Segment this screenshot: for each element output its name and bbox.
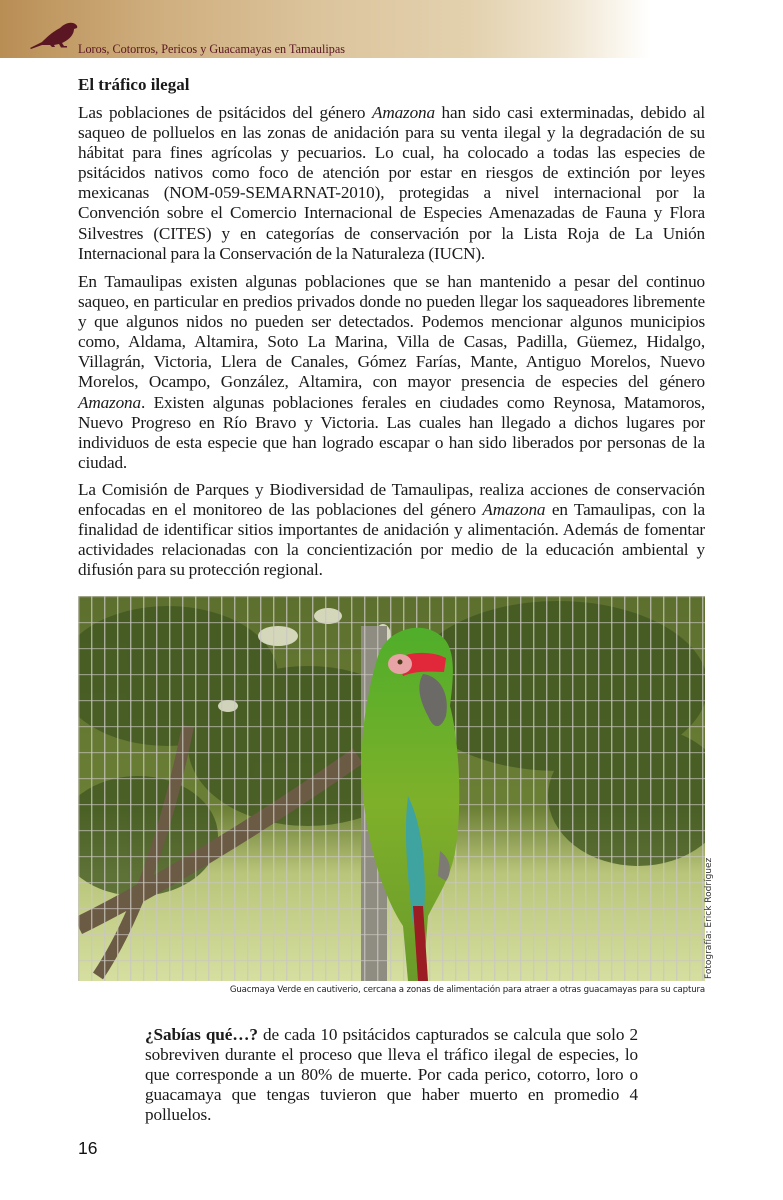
section-heading: El tráfico ilegal (78, 75, 190, 94)
page-number: 16 (78, 1138, 98, 1158)
did-you-know-text: de cada 10 psitácidos capturados se calcula que solo 2 sobreviven durante el proceso que lleva el tráfico ilegal de especies, lo que corresponde a un 80% de muerte. Por cada perico, cotorro, loro o guacamaya que tengas tuvieron que haber muerto en promedio 4 polluelos. (145, 1025, 638, 1125)
photo-credit: Fotografía: Erick Rodríguez (704, 857, 714, 979)
paragraph-text: en Tamaulipas, con la finalidad de identificar sitios importantes de anidación y alimentación. Además de fomentar actividades relacionadas con la concientización por medio de la educación ambiental y difusión para su protección regional. (78, 500, 705, 580)
green-macaw-in-cage-photo (78, 596, 705, 981)
did-you-know-box (145, 1025, 638, 1125)
paragraph-text: . Existen algunas poblaciones ferales en ciudades como Reynosa, Matamoros, Nuevo Progreso en Río Bravo y Victoria. Las cuales han llegado a dichos lugares por individuos de esta especie que han logrado escapar o han sido liberados por personas de la ciudad. (78, 392, 705, 472)
genus-name: Amazona (371, 103, 435, 122)
paragraph-text: La Comisión de Parques y Biodiversidad de Tamaulipas, realiza acciones de conservación enfocadas en el monitoreo de las poblaciones del género (78, 480, 705, 520)
paragraph-text: han sido casi exterminadas, debido al saqueo de polluelos en las zonas de anidación para su venta ilegal y la degradación de su hábitat para fines agrícolas y pecuarios. Lo cual, ha colocado a todas las especies de psitácidos nativos como foco de atención por estar en riesgos de extinción por leyes mexicanas (NOM-059-SEMARNAT-2010), protegidas a nivel internacional por la Convención sobre el Comercio Internacional de Especies Amenazadas de Fauna y Flora Silvestres (CITES) y en categorías de conservación por la Lista Roja de La Unión Internacional para la Conservación de la Naturaleza (IUCN). (78, 103, 706, 263)
paragraph-text: Las poblaciones de psitácidos del género (78, 103, 372, 122)
paragraph-2 (78, 272, 705, 473)
paragraph-1 (78, 103, 705, 264)
running-title: Loros, Cotorros, Pericos y Guacamayas en Tamaulipas (78, 42, 345, 56)
photo-caption: Guacmaya Verde en cautiverio, cercana a zonas de alimentación para atraer a otras guacamayas para su captura (229, 985, 705, 995)
parrot-silhouette-icon (28, 20, 80, 52)
running-header (0, 0, 783, 58)
paragraph-3 (78, 480, 705, 580)
genus-name: Amazona (482, 500, 546, 520)
did-you-know-lead: ¿Sabías qué…? (145, 1025, 258, 1044)
genus-name: Amazona (78, 392, 141, 412)
paragraph-text: En Tamaulipas existen algunas poblaciones que se han mantenido a pesar del continuo saqueo, en particular en predios privados donde no pueden llegar los saqueadores libremente y que algunos nidos no pueden ser detectados. Podemos mencionar algunos municipios como, Aldama, Altamira, Soto La Marina, Villa de Casas, Padilla, Güemez, Hidalgo, Villagrán, Victoria, Llera de Canales, Gómez Farías, Mante, Antiguo Morelos, Nuevo Morelos, Ocampo, González, Altamira, con mayor presencia de especies del género (78, 272, 705, 392)
macaw-photo (78, 596, 705, 981)
